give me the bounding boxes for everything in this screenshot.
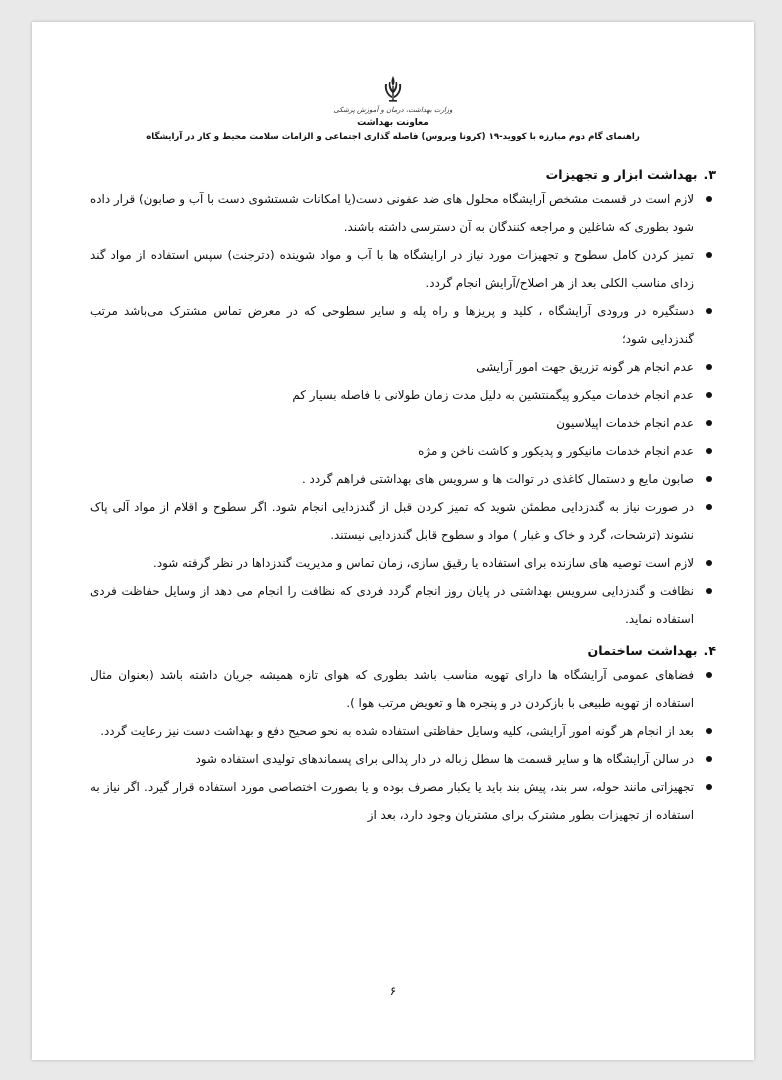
section-number: ۴. <box>703 643 716 658</box>
section-heading-building <box>90 641 716 661</box>
emblem-icon <box>380 74 406 104</box>
tools-list <box>90 185 716 633</box>
section-number: ۳. <box>703 167 716 182</box>
section-gap <box>90 633 716 641</box>
list-item: در سالن آرایشگاه ها و سایر قسمت ها سطل زباله در دار پدالی برای پسماندهای تولیدی استفاده شود <box>90 745 716 773</box>
ministry-name: وزارت بهداشت، درمان و آموزش پزشکی <box>333 106 453 114</box>
section-heading-tools <box>90 165 716 185</box>
guide-title: راهنمای گام دوم مبارزه با کووید-۱۹ (کرونا ویروس) فاصله گذاری اجتماعی و الزامات سلامت محیط و کار در آرایشگاه <box>146 132 640 142</box>
list-item: عدم انجام خدمات اپیلاسیون <box>90 409 716 437</box>
list-item: فضاهای عمومی آرایشگاه ها دارای تهویه مناسب باشد بطوری که هوای تازه همیشه جریان داشته باشد (بعنوان مثال استفاده از تهویه طبیعی با بازکردن در و پنجره ها و تعویض مرتب هوا ). <box>90 661 716 717</box>
page-number: ۶ <box>389 984 397 998</box>
list-item: تجهیزاتی مانند حوله، سر بند، پیش بند باید یا یکبار مصرف بوده و یا بصورت اختصاصی مورد استفاده قرار گیرد. اگر نیاز به استفاده از تجهیزات بطور مشترک برای مشتریان وجود دارد، بعد از <box>90 773 716 829</box>
list-item: لازم است در قسمت مشخص آرایشگاه محلول های ضد عفونی دست(یا امکانات شستشوی دست با آب و صابون) قرار داده شود بطوری که شاغلین و مراجعه کنندگان به آن دسترسی داشته باشند. <box>90 185 716 241</box>
list-item: در صورت نیاز به گندزدایی مطمئن شوید که تمیز کردن قبل از گندزدایی انجام شود. اگر سطوح و اقلام از مواد آلی پاک نشوند (ترشحات، گرد و خاک و غبار ) مواد و سطوح قابل گندزدایی نیستند. <box>90 493 716 549</box>
list-item: صابون مایع و دستمال کاغذی در توالت ها و سرویس های بهداشتی فراهم گردد . <box>90 465 716 493</box>
list-item: عدم انجام خدمات مانیکور و پدیکور و کاشت ناخن و مژه <box>90 437 716 465</box>
deputy-title: معاونت بهداشت <box>357 118 429 128</box>
list-item: تمیز کردن کامل سطوح و تجهیزات مورد نیاز در ارایشگاه ها با آب و مواد شوینده (دترجنت) سپس استفاده از مواد گند زدای مناسب الکلی بعد از هر اصلاح/آرایش انجام گردد. <box>90 241 716 297</box>
section-title: بهداشت ابزار و تجهیزات <box>545 167 698 182</box>
list-item: عدم انجام هر گونه تزریق جهت امور آرایشی <box>90 353 716 381</box>
list-item: دستگیره در ورودی آرایشگاه ، کلید و پریزها و راه پله و سایر سطوحی که در معرض تماس مشترک می‌باشد مرتب گندزدایی شود؛ <box>90 297 716 353</box>
list-item: نظافت و گندزدایی سرویس بهداشتی در پایان روز انجام گردد فردی که نظافت را انجام می دهد از وسایل حفاظت فردی استفاده نماید. <box>90 577 716 633</box>
list-item: لازم است توصیه های سازنده برای استفاده یا رقیق سازی، زمان تماس و مدیریت گندزداها در نظر گرفته شود. <box>90 549 716 577</box>
section-title: بهداشت ساختمان <box>587 643 698 658</box>
document-body <box>90 165 716 829</box>
list-item: بعد از انجام هر گونه امور آرایشی، کلیه وسایل حفاظتی استفاده شده به نحو صحیح دفع و بهداشت دست نیز رعایت گردد. <box>90 717 716 745</box>
list-item: عدم انجام خدمات میکرو پیگمنتشین به دلیل مدت زمان طولانی با فاصله بسیار کم <box>90 381 716 409</box>
building-list <box>90 661 716 829</box>
document-header <box>32 74 754 142</box>
document-page <box>32 22 754 1060</box>
